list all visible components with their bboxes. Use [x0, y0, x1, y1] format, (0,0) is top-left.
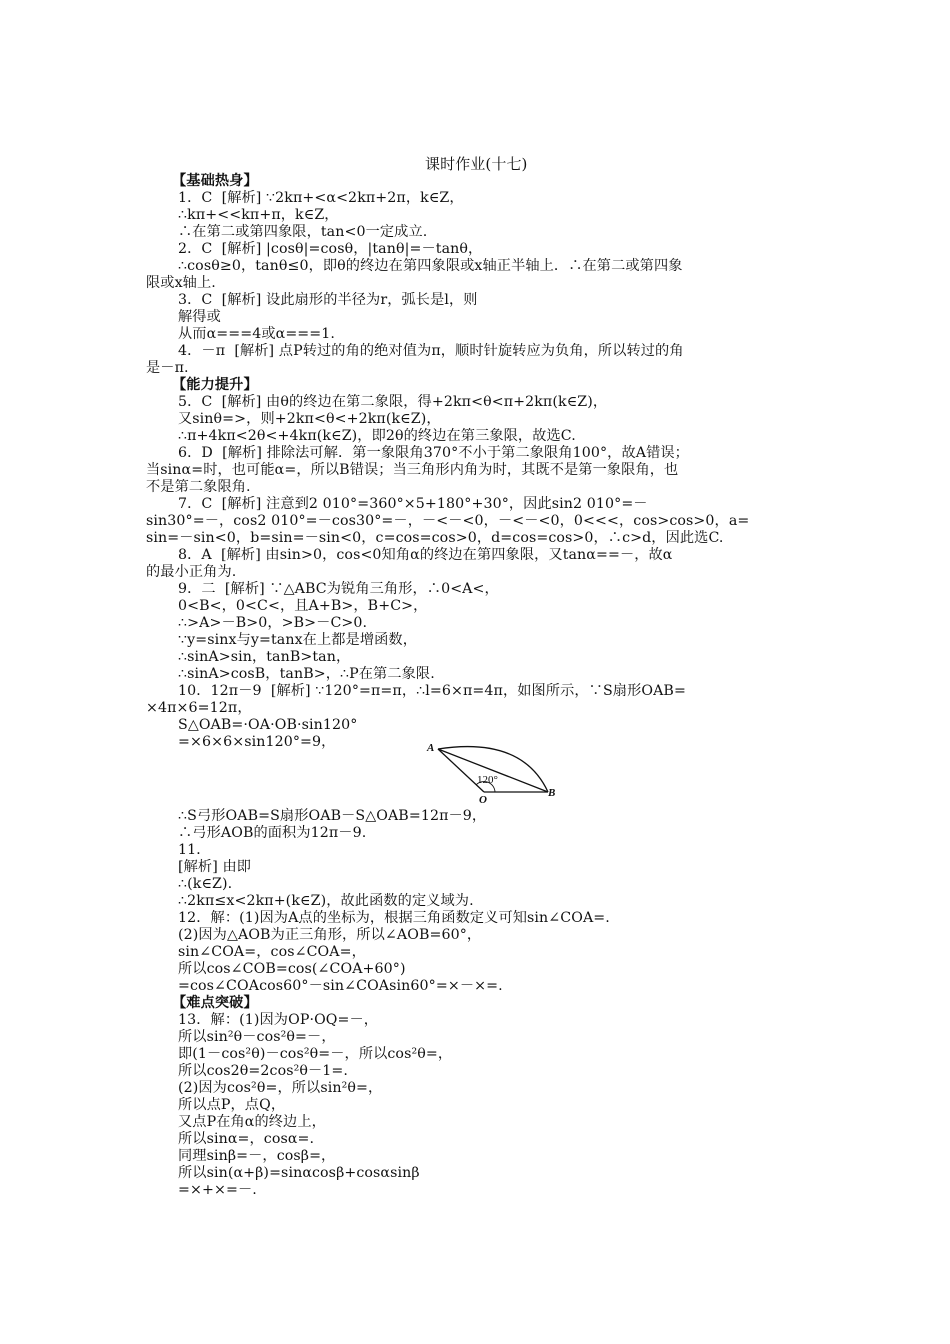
point-b-label: B [548, 787, 556, 799]
text-line: 限或x轴上. [146, 275, 216, 291]
text-line: 所以sinα=，cosα=. [178, 1131, 315, 1147]
text-line: ∴sinA>cosB，tanB>，∴P在第二象限. [178, 666, 435, 682]
text-line: ∴sinA>sin，tanB>tan， [178, 649, 351, 665]
text-line: 所以点P，点Q， [178, 1097, 286, 1113]
text-line: S△OAB=·OA·OB·sin120° [178, 717, 358, 733]
page-title: 课时作业(十七) [425, 155, 528, 173]
angle-label: 120° [477, 774, 498, 786]
text-line: sin=－sin<0，b=sin=－sin<0，c=cos=cos>0，d=cos=cos>0，∴c>d，因此选C. [146, 530, 724, 546]
text-line: 的最小正角为. [146, 564, 237, 580]
point-a-label: A [427, 742, 435, 754]
text-line: 7．C [解析] 注意到2 010°=360°×5+180°+30°，因此sin2 010°=－ [178, 496, 648, 512]
text-line: 不是第二象限角. [146, 479, 251, 495]
text-line: 2．C [解析] |cosθ|=cosθ，|tanθ|=－tanθ， [178, 241, 483, 257]
text-line: 所以cos2θ=2cos²θ－1=. [178, 1063, 349, 1079]
text-line: 0<B<，0<C<，且A+B>，B+C>， [178, 598, 428, 614]
text-line: 8．A [解析] 由sin>0，cos<0知角α的终边在第四象限，又tanα==－，故α [178, 547, 673, 563]
text-line: ∴S弓形OAB=S扇形OAB－S△OAB=12π－9， [178, 808, 487, 824]
text-line: 所以sin(α+β)=sinαcosβ+cosαsinβ [178, 1165, 420, 1181]
text-line: 又sinθ=>，则+2kπ<θ<+2kπ(k∈Z)， [178, 411, 441, 427]
text-line: 6．D [解析] 排除法可解．第一象限角370°不小于第二象限角100°，故A错误； [178, 445, 689, 461]
text-line: 4．－π [解析] 点P转过的角的绝对值为π，顺时针旋转应为负角，所以转过的角 [178, 343, 684, 359]
text-line: ∵y=sinx与y=tanx在上都是增函数， [178, 632, 417, 648]
text-line: 同理sinβ=－，cosβ=， [178, 1148, 336, 1164]
section-heading-basics: 【基础热身】 [172, 173, 258, 189]
text-line: (2)因为△AOB为正三角形，所以∠AOB=60°， [178, 927, 482, 943]
text-line: 11． [178, 842, 211, 858]
text-line: 9．二 [解析] ∵△ABC为锐角三角形，∴0<A<， [178, 581, 499, 597]
text-line: ∴π+4kπ<2θ<+4kπ(k∈Z)，即2θ的终边在第三象限，故选C. [178, 428, 576, 444]
point-o-label: O [479, 794, 487, 806]
text-line: ∴(k∈Z). [178, 876, 233, 892]
text-line: 解得或 [178, 309, 221, 325]
text-line: 10．12π－9 [解析] ∵120°=π=π，∴l=6×π=4π，如图所示，∵S扇形OAB= [178, 683, 686, 699]
text-line: ∴2kπ≤x<2kπ+(k∈Z)，故此函数的定义域为. [178, 893, 474, 909]
text-line: 又点P在角α的终边上， [178, 1114, 326, 1130]
text-line: 所以sin²θ－cos²θ=－， [178, 1029, 336, 1045]
text-line: 3．C [解析] 设此扇形的半径为r，弧长是l，则 [178, 292, 478, 308]
text-line: sin∠COA=，cos∠COA=， [178, 944, 366, 960]
text-line: ∴kπ+<<kπ+π，k∈Z， [178, 207, 339, 223]
text-line: (2)因为cos²θ=，所以sin²θ=， [178, 1080, 383, 1096]
text-line: 当sinα=时，也可能α=，所以B错误；当三角形内角为时，其既不是第一象限角，也 [146, 462, 679, 478]
text-line: ∴弓形AOB的面积为12π－9. [178, 825, 367, 841]
text-line: =×6×6×sin120°=9， [178, 734, 336, 750]
text-line: 是－π. [146, 360, 189, 376]
text-line: 所以cos∠COB=cos(∠COA+60°) [178, 961, 406, 977]
text-line: 5．C [解析] 由θ的终边在第二象限，得+2kπ<θ<π+2kπ(k∈Z)， [178, 394, 608, 410]
sector-figure [424, 742, 564, 806]
text-line: ∴>A>－B>0，>B>－C>0. [178, 615, 368, 631]
section-heading-ability: 【能力提升】 [172, 377, 258, 393]
text-line: ∴cosθ≥0，tanθ≤0，即θ的终边在第四象限或x轴正半轴上．∴在第二或第四象 [178, 258, 683, 274]
text-line: =×+×=－. [178, 1182, 257, 1198]
text-line: ∴在第二或第四象限，tan<0一定成立. [178, 224, 428, 240]
text-line: 即(1－cos²θ)－cos²θ=－，所以cos²θ=， [178, 1046, 453, 1062]
text-line: 从而α===4或α===1. [178, 326, 336, 342]
text-line: ×4π×6=12π， [146, 700, 252, 716]
text-line: [解析] 由即 [178, 859, 252, 875]
text-line: 1．C [解析] ∵2kπ+<α<2kπ+2π，k∈Z， [178, 190, 464, 206]
text-line: =cos∠COAcos60°－sin∠COAsin60°=×－×=. [178, 978, 503, 994]
text-line: 13．解：(1)因为OP·OQ=－， [178, 1012, 379, 1028]
text-line: 12．解：(1)因为A点的坐标为，根据三角函数定义可知sin∠COA=. [178, 910, 610, 926]
section-heading-difficult: 【难点突破】 [172, 995, 258, 1011]
text-line: sin30°=－，cos2 010°=－cos30°=－，－<－<0，－<－<0，0<<<，cos>cos>0，a= [146, 513, 750, 529]
